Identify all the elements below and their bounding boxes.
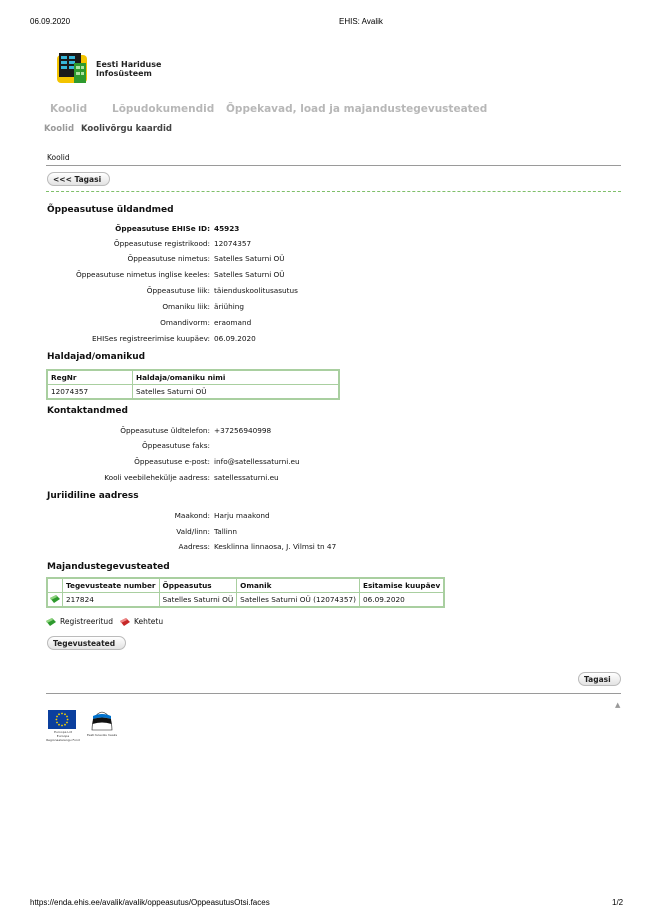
- field-label: Õppeasutuse faks:: [141, 441, 210, 450]
- field-label: Aadress:: [178, 542, 210, 551]
- email-link[interactable]: info@satellessaturni.eu: [214, 457, 300, 466]
- field-value: Tallinn: [214, 527, 238, 536]
- column-header: Esitamise kuupäev: [359, 578, 444, 593]
- general-title: Õppeasutuse üldandmed: [47, 205, 174, 215]
- logo-line1: Eesti Hariduse: [96, 60, 162, 69]
- field-label: EHISes registreerimise kuupäev:: [92, 334, 210, 343]
- invalid-legend-icon: [120, 618, 130, 626]
- column-header: Omanik: [237, 578, 360, 593]
- print-title: EHIS: Avalik: [339, 17, 383, 26]
- ehis-logo-icon[interactable]: [56, 51, 90, 87]
- divider: [46, 165, 621, 166]
- print-url: https://enda.ehis.ee/avalik/avalik/oppeasutus/OppeasutusOtsi.faces: [30, 898, 270, 907]
- table-header-row: [47, 370, 339, 385]
- field-value: täienduskoolitusasutus: [214, 286, 298, 295]
- field-label: Õppeasutuse liik:: [146, 286, 210, 295]
- field-label: Kooli veebilehekülje aadress:: [104, 473, 210, 482]
- field-value: Harju maakond: [214, 511, 270, 520]
- logo-line2: Infosüsteem: [96, 69, 152, 78]
- status-cell: [47, 593, 63, 608]
- status-column-header: [47, 578, 63, 593]
- activities-button[interactable]: Tegevusteated: [47, 636, 126, 650]
- field-label: Õppeasutuse e-post:: [134, 457, 210, 466]
- field-value: 06.09.2020: [214, 334, 256, 343]
- eu-fund-caption: Euroopa Liit Euroopa Regionaalarengu Fond: [46, 730, 80, 742]
- field-label: Omaniku liik:: [162, 302, 210, 311]
- contacts-title: Kontaktandmed: [47, 406, 128, 416]
- eesti-caption: Eesti tuleviku heaks: [86, 733, 118, 737]
- nav-koolid[interactable]: Koolid: [50, 103, 88, 115]
- owners-table: [46, 369, 340, 400]
- field-value: Kesklinna linnaosa, J. Vilmsi tn 47: [214, 542, 337, 551]
- subnav-koolivorgu-kaardid[interactable]: Koolivõrgu kaardid: [81, 124, 173, 134]
- table-cell: 06.09.2020: [359, 593, 444, 608]
- owners-title: Haldajad/omanikud: [47, 352, 146, 362]
- legend-registered: Registreeritud: [60, 617, 113, 626]
- column-header: Tegevusteate number: [63, 578, 160, 593]
- field-label: Õppeasutuse üldtelefon:: [120, 426, 210, 435]
- column-header: Haldaja/omaniku nimi: [133, 370, 340, 385]
- table-header-row: [47, 578, 444, 593]
- nav-lopudokumendid[interactable]: Lõpudokumendid: [112, 103, 215, 115]
- table-row[interactable]: [47, 593, 444, 608]
- field-label: Õppeasutuse nimetus:: [127, 254, 210, 263]
- field-label: Õppeasutuse registrikood:: [113, 239, 210, 248]
- logo-text: [96, 60, 161, 78]
- field-label: Maakond:: [174, 511, 210, 520]
- field-label: Õppeasutuse nimetus inglise keeles:: [75, 270, 210, 279]
- nav-oppekavad[interactable]: Õppekavad, load ja majandustegevusteated: [226, 103, 488, 115]
- field-label: Vald/linn:: [176, 527, 210, 536]
- table-row: [47, 385, 339, 400]
- field-value: eraomand: [214, 318, 252, 327]
- back-button-bottom[interactable]: Tagasi: [578, 672, 621, 686]
- field-value: Satelles Saturni OÜ: [214, 270, 285, 279]
- address-title: Juriidiline aadress: [47, 491, 139, 501]
- back-button-top[interactable]: <<< Tagasi: [47, 172, 110, 186]
- dashed-divider: [46, 191, 621, 192]
- notices-title: Majandustegevusteated: [47, 562, 170, 572]
- registered-legend-icon: [46, 618, 56, 626]
- field-value: äriühing: [214, 302, 245, 311]
- notices-table: [46, 577, 445, 608]
- legend-invalid: Kehtetu: [133, 617, 164, 626]
- field-value: Satelles Saturni OÜ: [214, 254, 285, 263]
- notice-number-link[interactable]: 217824: [63, 593, 160, 608]
- phone-value: +37256940998: [214, 426, 272, 435]
- field-value-ehis-id: 45923: [214, 224, 240, 233]
- table-cell: Satelles Saturni OÜ: [159, 593, 237, 608]
- column-header: Õppeasutus: [159, 578, 237, 593]
- field-label: Omandivorm:: [160, 318, 210, 327]
- field-value: 12074357: [214, 239, 252, 248]
- print-page-number: 1/2: [612, 898, 624, 907]
- print-date: 06.09.2020: [30, 17, 71, 26]
- eu-flag-icon: [48, 710, 76, 729]
- estonian-flag-icon: [90, 710, 114, 732]
- table-cell: Satelles Saturni OÜ: [133, 385, 340, 400]
- column-header: RegNr: [47, 370, 133, 385]
- table-cell: 12074357: [47, 385, 133, 400]
- subnav-koolid[interactable]: Koolid: [44, 124, 75, 134]
- table-cell: Satelles Saturni OÜ (12074357): [237, 593, 360, 608]
- field-label-ehis-id: Õppeasutuse EHISe ID:: [115, 224, 210, 233]
- website-link[interactable]: satellessaturni.eu: [214, 473, 279, 482]
- status-legend: [46, 617, 163, 626]
- registered-status-icon: [50, 595, 60, 603]
- scroll-up-icon[interactable]: ▲: [615, 701, 621, 709]
- footer-divider: [46, 693, 621, 694]
- breadcrumb[interactable]: Koolid: [47, 153, 70, 162]
